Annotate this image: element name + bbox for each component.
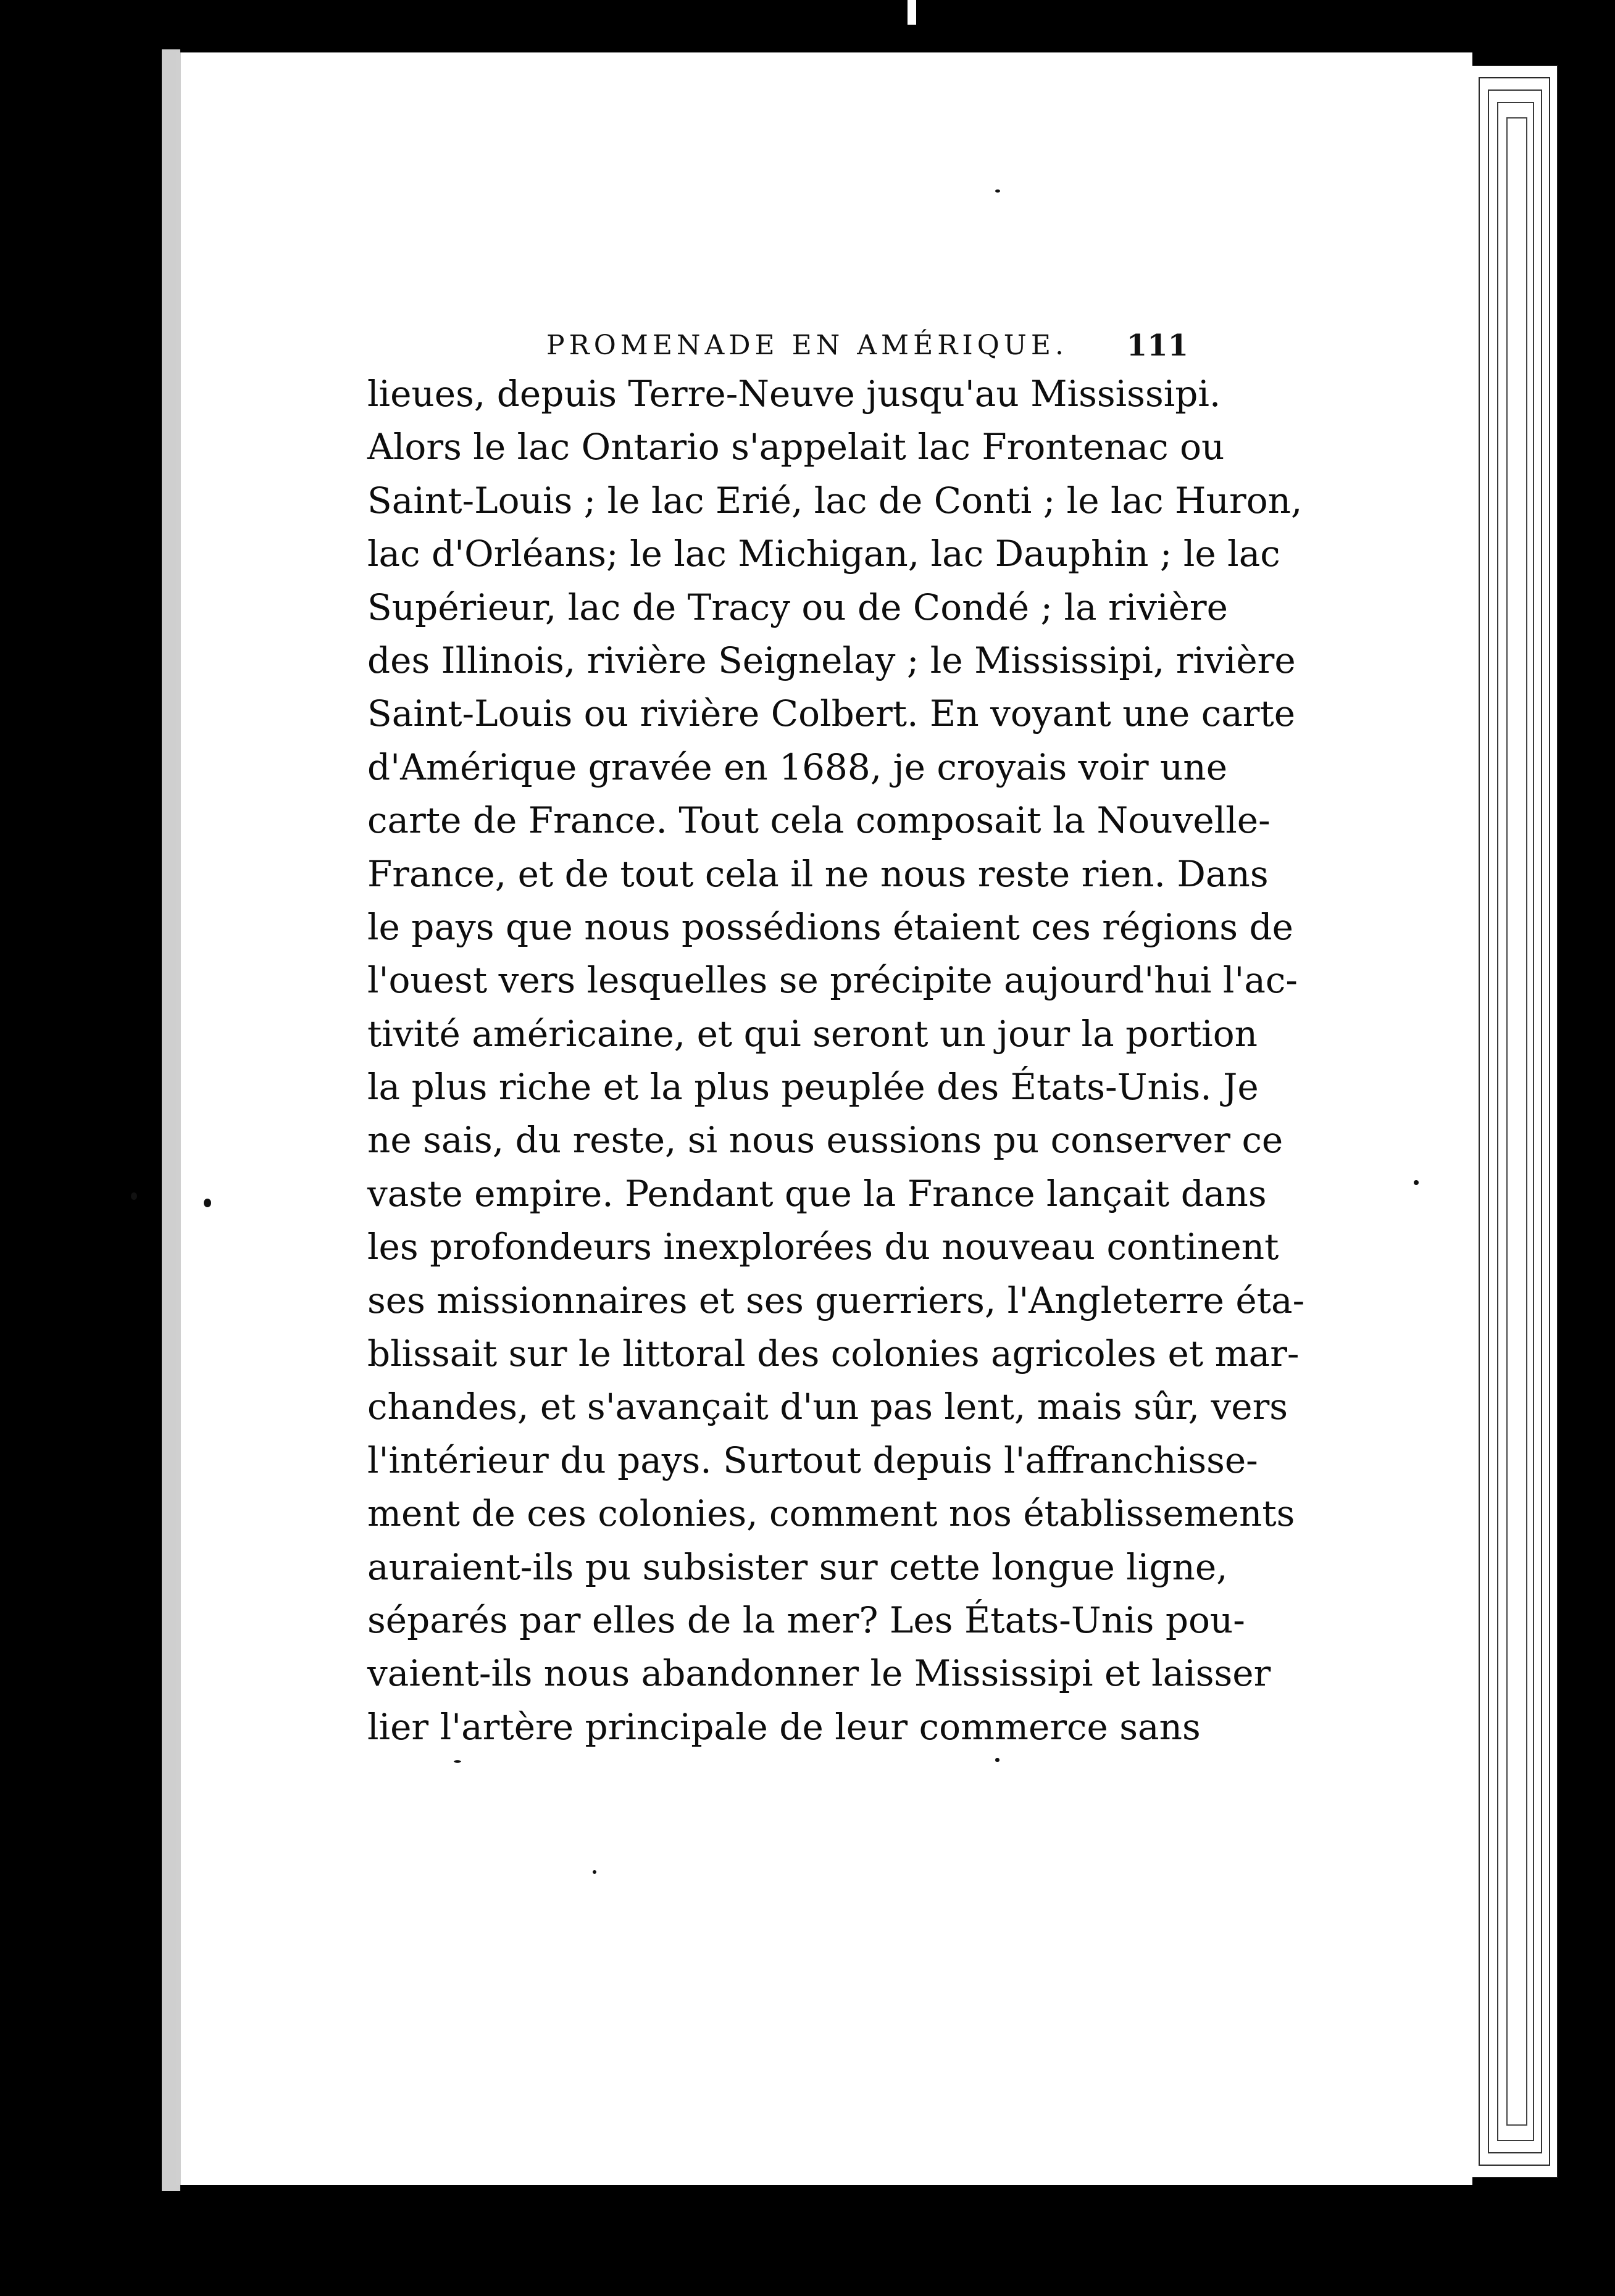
text-line: auraient-ils pu subsister sur cette longue ligne, [367,1545,1228,1588]
text-line: des Illinois, rivière Seignelay ; le Mississipi, rivière [367,639,1296,681]
text-line: les profondeurs inexplorées du nouveau continent [367,1226,1279,1268]
text-line: l'intérieur du pays. Surtout depuis l'affranchisse- [367,1439,1258,1481]
text-line: l'ouest vers lesquelles se précipite aujourd'hui l'ac- [367,959,1298,1002]
scan-speck [995,1758,999,1762]
running-title: PROMENADE EN AMÉRIQUE. [546,330,1068,361]
scan-speck [204,1199,211,1207]
text-line: lieues, depuis Terre-Neuve jusqu'au Mississipi. [367,373,1221,415]
text-line: vaste empire. Pendant que la France lançait dans [367,1172,1267,1215]
text-line: d'Amérique gravée en 1688, je croyais voir une [367,746,1228,788]
text-line: ment de ces colonies, comment nos établissements [367,1492,1295,1535]
text-line: lac d'Orléans; le lac Michigan, lac Dauphin ; le lac [367,533,1280,575]
text-line: blissait sur le littoral des colonies agricoles et mar- [367,1333,1300,1375]
text-line: séparés par elles de la mer? Les États-Unis pou- [367,1599,1245,1641]
body-text [367,367,1305,1753]
scan-mark [908,0,916,25]
text-line: le pays que nous possédions étaient ces régions de [367,905,1293,948]
text-line: lier l'artère principale de leur commerce sans [367,1705,1201,1748]
text-line: ne sais, du reste, si nous eussions pu conserver ce [367,1119,1283,1162]
text-line: France, et de tout cela il ne nous reste rien. Dans [367,852,1269,895]
scan-speck [1414,1180,1419,1185]
text-line: la plus riche et la plus peuplée des États-Unis. Je [367,1066,1259,1108]
text-line: tivité américaine, et qui seront un jour la portion [367,1012,1258,1055]
page-edge [1506,117,1527,2126]
text-line: Alors le lac Ontario s'appelait lac Frontenac ou [367,426,1225,468]
scan-speck [995,189,1000,193]
text-line: Saint-Louis ; le lac Erié, lac de Conti ; le lac Huron, [367,479,1303,522]
text-line: Supérieur, lac de Tracy ou de Condé ; la rivière [367,586,1228,628]
text-line: carte de France. Tout cela composait la Nouvelle- [367,799,1271,842]
page-number: 111 [1126,328,1188,363]
scan-speck [593,1870,596,1874]
scan-speck [131,1192,137,1200]
scan-speck [454,1760,461,1763]
text-line: Saint-Louis ou rivière Colbert. En voyant une carte [367,693,1296,735]
text-line: ses missionnaires et ses guerriers, l'Angleterre éta- [367,1279,1305,1321]
text-line: vaient-ils nous abandonner le Mississipi et laisser [367,1652,1271,1695]
text-line: chandes, et s'avançait d'un pas lent, mais sûr, vers [367,1386,1288,1428]
running-head [367,321,1188,370]
